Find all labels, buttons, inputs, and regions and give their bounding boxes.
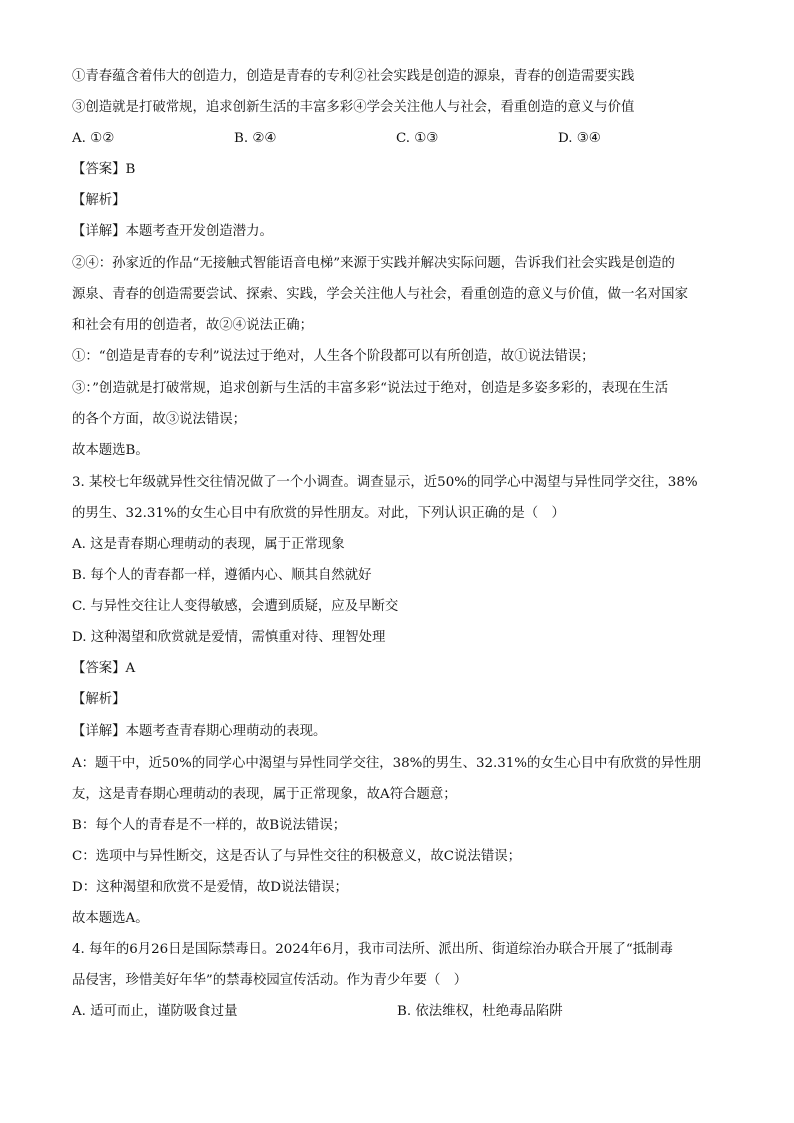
q2-statement-line-1: ①青春蕴含着伟大的创造力，创造是青春的专利②社会实践是创造的源泉，青春的创造需要实践 <box>72 69 635 84</box>
q2-answer: 【答案】B <box>72 162 136 177</box>
q2-conclusion: 故本题选B。 <box>72 443 149 458</box>
q2-detail: 【详解】本题考查开发创造潜力。 <box>72 224 273 239</box>
q2-explanation-1-line-1: ②④：孙家近的作品“无接触式智能语音电梯”来源于实践并解决实际问题，告诉我们社会实践是创造的 <box>72 256 675 271</box>
q3-stem-line-2: 的男生、32.31%的女生心目中有欣赏的异性朋友。对此，下列认识正确的是（ ） <box>72 506 565 521</box>
q4-stem-line-2: 品侵害，珍惜美好年华”的禁毒校园宣传活动。作为青少年要（ ） <box>72 973 468 988</box>
q2-analysis-label: 【解析】 <box>72 193 126 208</box>
q2-explanation-2: ①：“创造是青春的专利”说法过于绝对，人生各个阶段都可以有所创造，故①说法错误； <box>72 349 595 364</box>
q2-explanation-3-line-1: ③：”创造就是打破常规，追求创新与生活的丰富多彩“说法过于绝对，创造是多姿多彩的，表现在生活 <box>72 381 669 396</box>
q3-explanation-c: C：选项中与异性断交，这是否认了与异性交往的积极意义，故C说法错误； <box>72 849 521 864</box>
q3-detail: 【详解】本题考查青春期心理萌动的表现。 <box>72 724 327 739</box>
q2-option-c: C. ①③ <box>396 131 439 146</box>
q4-options-row <box>72 996 734 1027</box>
q3-option-b: B. 每个人的青春都一样，遵循内心、顺其自然就好 <box>72 568 372 583</box>
q2-explanation-1-line-2: 源泉、青春的创造需要尝试、探索、实践，学会关注他人与社会，看重创造的意义与价值，做一名对国家 <box>72 287 688 302</box>
q3-answer: 【答案】A <box>72 661 136 676</box>
q3-option-d: D. 这种渴望和欣赏就是爱情，需慎重对待、理智处理 <box>72 630 386 645</box>
q4-option-b: B. 依法维权，杜绝毒品陷阱 <box>397 1004 563 1019</box>
q2-options-row <box>72 123 734 154</box>
q2-option-a: A. ①② <box>72 131 115 146</box>
q3-analysis-label: 【解析】 <box>72 692 126 707</box>
q4-stem-line-1: 4. 每年的6月26日是国际禁毒日。2024年6月，我市司法所、派出所、街道综治办联合开展了“抵制毒 <box>72 942 673 957</box>
q3-explanation-b: B：每个人的青春是不一样的，故B说法错误； <box>72 818 347 833</box>
q2-option-d: D. ③④ <box>558 131 601 146</box>
q3-stem-line-1: 3. 某校七年级就异性交往情况做了一个小调查。调查显示，近50%的同学心中渴望与异性同学交往，38% <box>72 475 698 490</box>
q3-conclusion: 故本题选A。 <box>72 911 149 926</box>
q3-option-c: C. 与异性交往让人变得敏感，会遭到质疑，应及早断交 <box>72 599 399 614</box>
q2-statement-line-2: ③创造就是打破常规，追求创新生活的丰富多彩④学会关注他人与社会，看重创造的意义与价值 <box>72 100 635 115</box>
q2-explanation-3-line-2: 的各个方面，故③说法错误； <box>72 412 247 427</box>
q3-explanation-a-line-2: 友，这是青春期心理萌动的表现，属于正常现象，故A符合题意； <box>72 787 457 802</box>
q3-option-a: A. 这是青春期心理萌动的表现，属于正常现象 <box>72 537 345 552</box>
q4-option-a: A. 适可而止，谨防吸食过量 <box>72 1004 238 1019</box>
q3-explanation-a-line-1: A：题干中，近50%的同学心中渴望与异性同学交往，38%的男生、32.31%的女生心目中有欣赏的异性朋 <box>72 756 702 771</box>
q3-explanation-d: D：这种渴望和欣赏不是爱情，故D说法错误； <box>72 880 348 895</box>
q2-option-b: B. ②④ <box>234 131 277 146</box>
q2-explanation-1-line-3: 和社会有用的创造者，故②④说法正确； <box>72 318 314 333</box>
